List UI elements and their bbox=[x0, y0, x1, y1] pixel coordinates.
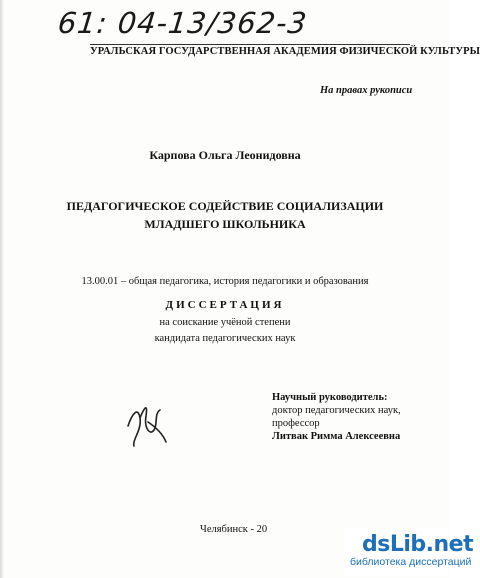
handwritten-catalog-code: 61: 04-13/362-3 bbox=[56, 6, 309, 40]
watermark-logo[interactable]: dsLib.net bbox=[362, 532, 474, 557]
document-type: ДИССЕРТАЦИЯ bbox=[165, 299, 285, 311]
city-year: Челябинск - 20 bbox=[200, 524, 268, 535]
title-line-2: МЛАДШЕГО ШКОЛЬНИКА bbox=[144, 217, 306, 231]
scientific-supervisor bbox=[272, 391, 401, 443]
handwritten-signature bbox=[124, 396, 168, 450]
author-name: Карпова Ольга Леонидовна bbox=[149, 148, 301, 162]
specialty-code: 13.00.01 – общая педагогика, история педагогики и образования bbox=[81, 276, 369, 287]
watermark-caption: библиотека диссертаций bbox=[350, 556, 472, 568]
degree-line-1: на соискание учёной степени bbox=[159, 317, 291, 328]
degree-sought bbox=[0, 315, 450, 347]
institution-name: УРАЛЬСКАЯ ГОСУДАРСТВЕННАЯ АКАДЕМИЯ ФИЗИЧЕСКОЙ КУЛЬТУРЫ bbox=[90, 46, 480, 57]
manuscript-rights-note: На правах рукописи bbox=[320, 85, 413, 96]
supervisor-heading: Научный руководитель: bbox=[272, 392, 388, 403]
page-edge-shadow bbox=[0, 0, 4, 578]
supervisor-name: Литвак Римма Алексеевна bbox=[272, 431, 401, 442]
supervisor-title: профессор bbox=[272, 418, 320, 429]
supervisor-degree: доктор педагогических наук, bbox=[272, 405, 401, 416]
dissertation-title bbox=[0, 197, 450, 233]
degree-line-2: кандидата педагогических наук bbox=[154, 333, 296, 344]
title-line-1: ПЕДАГОГИЧЕСКОЕ СОДЕЙСТВИЕ СОЦИАЛИЗАЦИИ bbox=[66, 199, 384, 213]
